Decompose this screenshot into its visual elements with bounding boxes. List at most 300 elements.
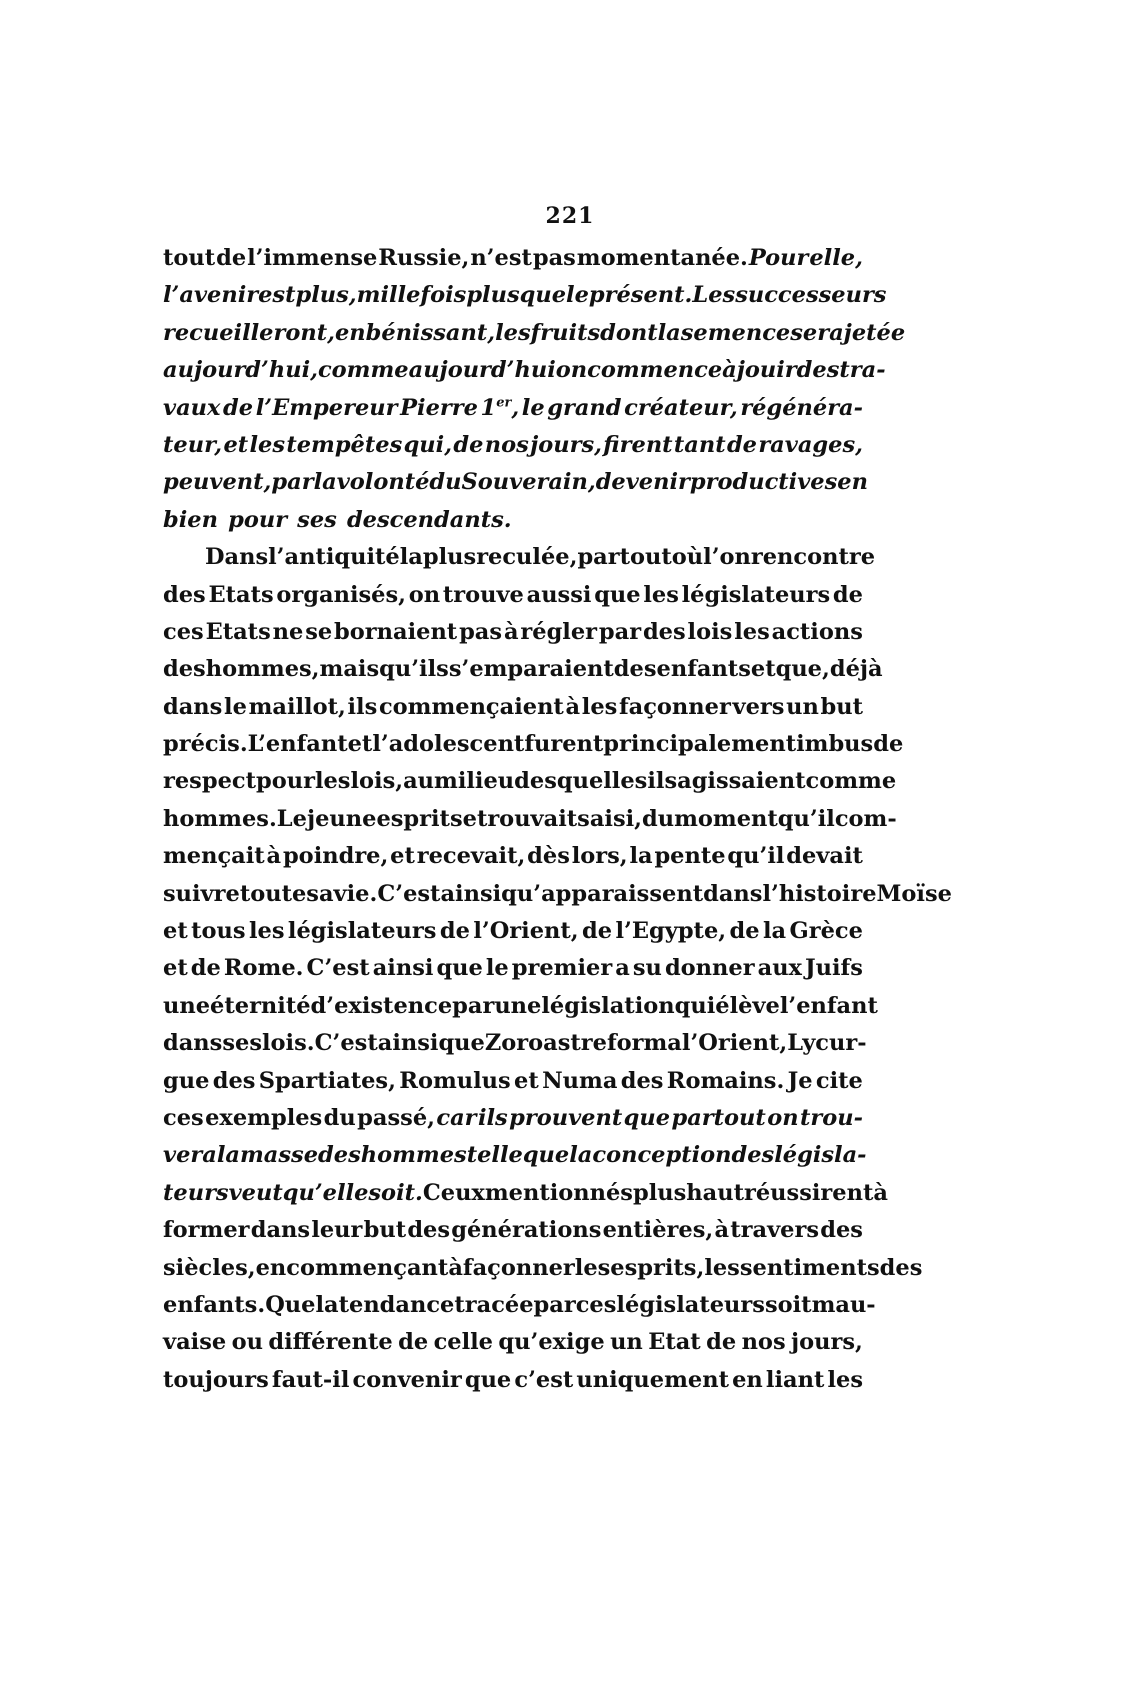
word: que — [522, 1142, 570, 1169]
text-line — [163, 577, 863, 614]
word: et — [390, 843, 415, 870]
word: à — [873, 1179, 888, 1206]
word: du — [642, 805, 675, 832]
text-line — [163, 464, 868, 501]
word: dans — [163, 1030, 223, 1057]
word: de — [729, 918, 760, 945]
word: dans — [703, 880, 763, 907]
word: bien — [163, 506, 218, 533]
word: C’est — [377, 880, 441, 907]
word: 1er, — [480, 394, 520, 421]
word: gue — [163, 1067, 210, 1094]
word: la — [216, 1142, 240, 1169]
word: plus — [632, 1179, 687, 1206]
word: , — [511, 394, 520, 421]
word: descendants. — [346, 506, 512, 533]
word: dont — [600, 319, 658, 346]
word: trou- — [800, 1104, 863, 1131]
word: la — [629, 843, 653, 870]
word: pas — [532, 245, 576, 271]
word: lors, — [571, 843, 628, 870]
word: jours, — [791, 1329, 863, 1356]
word: Les — [692, 282, 736, 309]
text-line — [163, 801, 897, 838]
word: cite — [815, 1067, 863, 1094]
word: commence — [587, 357, 723, 384]
word: du — [429, 469, 462, 496]
word: exemples — [205, 1104, 323, 1131]
word: déjà — [829, 656, 883, 683]
text-line — [163, 240, 863, 277]
word: régénéra- — [740, 394, 863, 421]
word: la — [762, 918, 787, 945]
word: principalement — [603, 731, 797, 758]
word: trouve — [442, 581, 524, 608]
word: le — [485, 955, 509, 982]
word: en — [732, 1366, 763, 1393]
word: un — [610, 1329, 643, 1356]
word: mais — [319, 656, 380, 683]
word: convenir — [352, 1366, 462, 1393]
text-line — [163, 352, 886, 389]
word: tra- — [839, 357, 886, 384]
word: ils — [647, 768, 678, 795]
word: qui — [674, 992, 716, 1019]
word: ses — [297, 506, 337, 533]
text-line — [163, 614, 863, 651]
word: esprits, — [610, 1254, 705, 1281]
word: but — [820, 693, 863, 720]
word: bénissant, — [365, 319, 496, 346]
text-line — [163, 913, 863, 950]
word: par — [271, 469, 314, 496]
word: où — [671, 544, 704, 571]
text-line — [163, 1287, 876, 1324]
word: Etat — [648, 1329, 701, 1356]
word: les — [704, 1254, 740, 1281]
word: législateurs — [681, 581, 831, 608]
word: qu’ils — [379, 656, 449, 683]
word: maillot, — [248, 693, 346, 720]
word: et — [163, 918, 188, 945]
word: une — [494, 992, 542, 1019]
word: on — [555, 357, 588, 384]
word: de — [398, 1329, 429, 1356]
word: législateurs — [616, 1291, 765, 1318]
word: forma — [606, 1030, 682, 1057]
word: hommes. — [163, 805, 277, 832]
word: que — [438, 1030, 485, 1057]
word: de — [439, 918, 470, 945]
text-line — [163, 838, 863, 875]
word: Pour — [748, 245, 809, 271]
word: les — [581, 693, 618, 720]
word: nos — [484, 431, 529, 458]
word: à — [448, 1254, 463, 1281]
word: éternité — [210, 992, 311, 1019]
word: différente — [268, 1329, 393, 1356]
word: élève — [715, 992, 780, 1019]
word: se — [449, 805, 477, 832]
word: de — [223, 394, 254, 421]
word: par — [452, 992, 495, 1019]
word: tracée — [454, 1291, 534, 1318]
word: les — [827, 1366, 863, 1393]
word: telle — [466, 1142, 523, 1169]
word: Romains. — [666, 1067, 785, 1094]
word: uniquement — [576, 1366, 729, 1393]
word: des — [163, 656, 206, 683]
word: la — [313, 469, 337, 496]
word: l’on — [703, 544, 751, 571]
word: on — [408, 581, 441, 608]
word: esprit — [376, 805, 450, 832]
word: à — [714, 1217, 730, 1244]
word: donner — [664, 955, 755, 982]
word: desquelles — [514, 768, 648, 795]
word: ses — [222, 1030, 262, 1057]
word: Zoroastre — [484, 1030, 607, 1057]
word: milieu — [434, 768, 515, 795]
word: mau- — [811, 1291, 876, 1318]
word: les — [248, 918, 285, 945]
word: celle — [433, 1329, 493, 1356]
word: moment — [674, 805, 778, 832]
word: dès — [527, 843, 570, 870]
word: liant — [765, 1366, 825, 1393]
text-line — [163, 315, 906, 352]
word: teurs — [163, 1179, 229, 1206]
word: législa- — [774, 1142, 867, 1169]
word: commençant — [286, 1254, 449, 1281]
word: de — [706, 1329, 737, 1356]
word: jouir — [736, 357, 797, 384]
word: prouvent — [509, 1104, 623, 1131]
word: faut-il — [271, 1366, 350, 1393]
word: vers — [732, 693, 785, 720]
word: de — [190, 955, 221, 982]
word: et — [163, 955, 188, 982]
word: successeurs — [735, 282, 887, 309]
word: com- — [834, 805, 897, 832]
word: Je — [787, 1067, 813, 1094]
word: entières, — [602, 1217, 714, 1244]
word: les — [249, 431, 285, 458]
word: L’enfant — [247, 731, 348, 758]
word: Numa — [542, 1067, 618, 1094]
word: les — [314, 768, 351, 795]
word: saisi, — [577, 805, 642, 832]
word: vie. — [333, 880, 378, 907]
word: créateur, — [624, 394, 738, 421]
word: ces — [163, 1104, 204, 1131]
text-line — [163, 1100, 863, 1137]
word: que — [623, 1104, 671, 1131]
word: comme — [805, 768, 897, 795]
word: tous — [191, 918, 246, 945]
word: devait — [786, 843, 863, 870]
word: le — [521, 394, 545, 421]
word: enfants. — [163, 1291, 266, 1318]
word: la — [315, 1291, 339, 1318]
word: c’est — [514, 1366, 574, 1393]
word: lois — [687, 618, 733, 645]
word: de — [832, 581, 863, 608]
text-line — [163, 1063, 863, 1100]
word: Rome. — [223, 955, 304, 982]
word: fruits — [530, 319, 601, 346]
word: et — [223, 431, 249, 458]
word: est — [258, 282, 296, 309]
word: qu’exige — [498, 1329, 605, 1356]
word: firent — [603, 431, 673, 458]
word: Que — [265, 1291, 316, 1318]
word: pas — [459, 618, 503, 645]
word: la — [657, 319, 681, 346]
word: mille — [356, 282, 421, 309]
text-line — [163, 539, 876, 576]
word: ravages, — [758, 431, 863, 458]
word: comme — [317, 357, 409, 384]
word: le — [224, 693, 247, 720]
word: mentionnés — [484, 1179, 633, 1206]
word: soit. — [368, 1179, 423, 1206]
text-line — [163, 1324, 863, 1361]
word: l’Orient, — [681, 1030, 788, 1057]
word: aussi — [526, 581, 592, 608]
word: au — [403, 768, 435, 795]
word: tendance — [338, 1291, 455, 1318]
word: car — [436, 1104, 477, 1131]
word: et — [514, 1067, 539, 1094]
word: de — [726, 431, 757, 458]
word: Spartiates, — [258, 1067, 396, 1094]
word: des — [318, 1142, 361, 1169]
word: productives — [689, 469, 838, 496]
word: l’histoire — [762, 880, 877, 907]
word: dans — [250, 1217, 311, 1244]
word: furent — [524, 731, 604, 758]
page-number: 221 — [545, 203, 595, 229]
word: Romulus — [399, 1067, 511, 1094]
word: l’avenir — [163, 282, 259, 309]
word: qu’apparaissent — [501, 880, 704, 907]
word: l’Orient, — [473, 918, 579, 945]
word: le — [566, 282, 589, 309]
word: par — [598, 618, 642, 645]
word: qu’il — [777, 805, 835, 832]
word: jeune — [306, 805, 377, 832]
text-line — [163, 763, 897, 800]
word: sentiments — [739, 1254, 880, 1281]
word: façonner — [462, 1254, 575, 1281]
word: que — [464, 1366, 512, 1393]
word: poindre, — [282, 843, 389, 870]
word: siècles, — [163, 1254, 256, 1281]
text-line — [163, 988, 878, 1025]
word: devenir — [595, 469, 690, 496]
word: ils — [347, 693, 378, 720]
text-line — [163, 651, 883, 688]
word: organisés, — [276, 581, 406, 608]
word: C’est — [314, 1030, 378, 1057]
word: lois, — [350, 768, 404, 795]
word: de — [216, 245, 247, 271]
word: ou — [231, 1329, 263, 1356]
word: les — [643, 581, 679, 608]
text-line — [163, 1175, 888, 1212]
word: vera — [163, 1142, 217, 1169]
word: à — [266, 843, 282, 870]
word: ainsi — [372, 955, 434, 982]
word: d’existence — [310, 992, 453, 1019]
word: la — [569, 1142, 593, 1169]
word: l’Egypte, — [615, 918, 727, 945]
word: Dans — [205, 544, 269, 571]
word: de — [582, 918, 613, 945]
word: former — [163, 1217, 250, 1244]
word: soit — [764, 1291, 812, 1318]
word: en — [334, 319, 366, 346]
word: des — [613, 656, 657, 683]
word: façonner — [618, 693, 731, 720]
text-line — [163, 1362, 863, 1399]
word: masse — [239, 1142, 319, 1169]
word: bornaient — [334, 618, 458, 645]
word: Pierre — [400, 394, 478, 421]
text-line — [163, 1025, 867, 1062]
word: en — [837, 469, 868, 496]
word: en — [255, 1254, 287, 1281]
word: aujourd’hui, — [163, 357, 318, 384]
word: à — [565, 693, 581, 720]
word: plus — [422, 544, 477, 571]
word: imbus — [796, 731, 874, 758]
word: enfants — [656, 656, 751, 683]
text-line — [163, 876, 952, 913]
word: C’est — [306, 955, 370, 982]
text-line — [163, 277, 887, 314]
word: précis. — [163, 731, 248, 758]
word: dans — [163, 693, 223, 720]
word: grand — [547, 394, 622, 421]
word: Grèce — [789, 918, 863, 945]
word: toujours — [163, 1366, 269, 1393]
word: du — [323, 1104, 356, 1131]
word: se — [305, 618, 333, 645]
word: l’antiquité — [268, 544, 400, 571]
word: tant — [673, 431, 726, 458]
word: travers — [730, 1217, 819, 1244]
word: et — [750, 656, 776, 683]
word: Etats — [205, 618, 271, 645]
word: nos — [741, 1329, 786, 1356]
word: fois — [420, 282, 467, 309]
word: des — [731, 1142, 775, 1169]
word: de — [453, 431, 484, 458]
word: ces — [575, 1291, 617, 1318]
word: générations — [451, 1217, 602, 1244]
word: premier — [511, 955, 613, 982]
word: Russie, — [378, 245, 470, 271]
word: commençaient — [378, 693, 564, 720]
text-line — [163, 950, 863, 987]
word: mençait — [163, 843, 265, 870]
word: des — [796, 357, 840, 384]
word: respect — [163, 768, 256, 795]
word: volonté — [336, 469, 430, 496]
word: vaise — [163, 1329, 227, 1356]
word: s’emparaient — [448, 656, 614, 683]
word: qu’elle — [282, 1179, 369, 1206]
word: plus — [466, 282, 520, 309]
word: l’Empereur — [255, 394, 398, 421]
word: semence — [680, 319, 791, 346]
word: reculée, — [476, 544, 578, 571]
word: l’adolescent — [372, 731, 525, 758]
word: que — [594, 581, 641, 608]
word: des — [879, 1254, 923, 1281]
word: actions — [771, 618, 863, 645]
word: pente — [654, 843, 726, 870]
word: à — [722, 357, 737, 384]
word: à — [503, 618, 519, 645]
word: aux — [757, 955, 802, 982]
word: les — [734, 618, 770, 645]
word: l’immense — [247, 245, 378, 271]
text-line — [163, 1137, 867, 1174]
word: toute — [239, 880, 307, 907]
word: sera — [790, 319, 844, 346]
text-line — [163, 502, 863, 539]
word: que — [519, 282, 567, 309]
superscript: er — [496, 395, 512, 411]
word: teur, — [163, 431, 223, 458]
word: des — [212, 1067, 256, 1094]
word: lois. — [262, 1030, 315, 1057]
word: réussirent — [744, 1179, 874, 1206]
word: su — [632, 955, 662, 982]
word: présent. — [588, 282, 693, 309]
word: que, — [775, 656, 830, 683]
word: ils — [477, 1104, 508, 1131]
text-line — [163, 1212, 863, 1249]
word: Juifs — [805, 955, 863, 982]
word: que — [436, 955, 483, 982]
word: qui, — [403, 431, 453, 458]
text-line — [163, 1250, 923, 1287]
word: aujourd’hui — [408, 357, 556, 384]
word: passé, — [357, 1104, 435, 1131]
word: des — [642, 618, 686, 645]
word: tout — [163, 245, 216, 271]
word: des — [407, 1217, 451, 1244]
word: haut — [686, 1179, 744, 1206]
word: ainsi — [440, 880, 502, 907]
word: partout — [671, 1104, 766, 1131]
word: et — [347, 731, 373, 758]
word: les — [574, 1254, 611, 1281]
word: Etats — [208, 581, 274, 608]
word: régler — [520, 618, 598, 645]
word: la — [399, 544, 423, 571]
text-line — [163, 726, 904, 763]
word: Moïse — [876, 880, 952, 907]
word: jours, — [530, 431, 602, 458]
word: pour — [255, 768, 315, 795]
word: un — [786, 693, 819, 720]
word: pour — [228, 506, 288, 533]
